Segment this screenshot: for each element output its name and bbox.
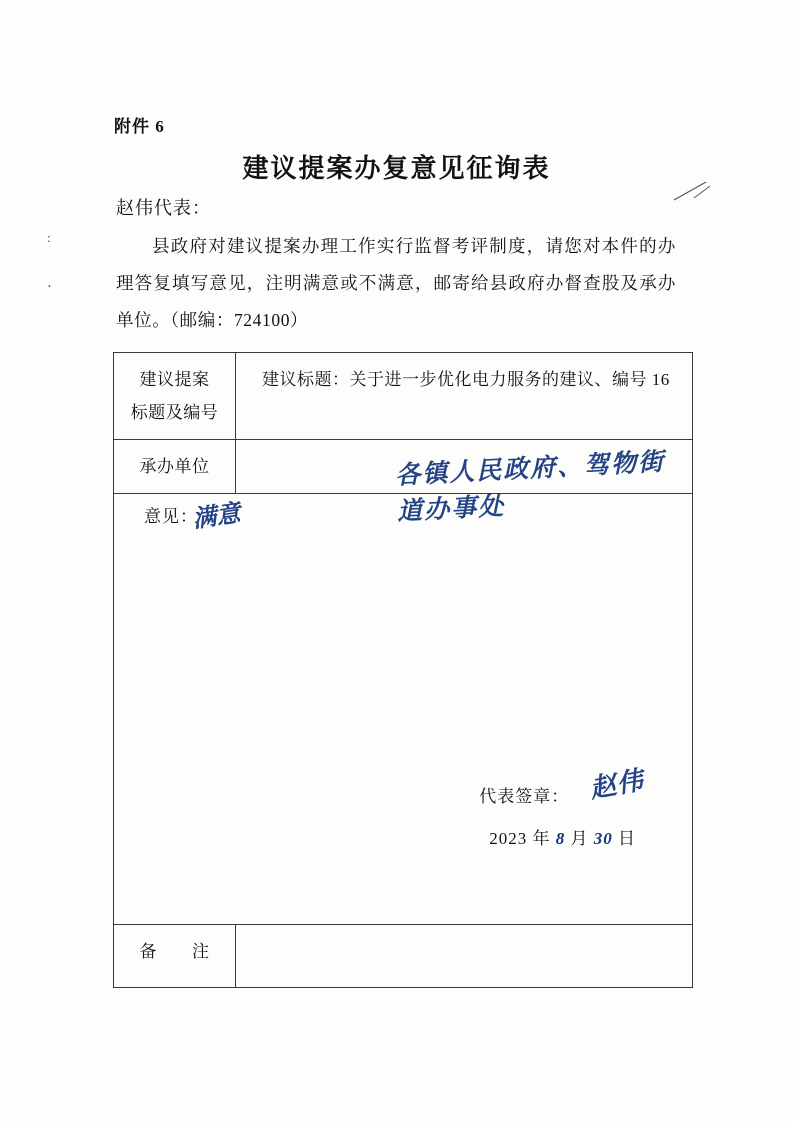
handwriting-unit: 各镇人民政府、驾物街道办事处 <box>394 448 666 526</box>
value-unit <box>236 440 693 526</box>
date-month: 8 <box>555 829 566 848</box>
label-unit: 承办单位 <box>114 440 236 494</box>
date-year: 2023 <box>489 829 528 848</box>
label-title-number-line2: 标题及编号 <box>130 403 219 422</box>
attachment-label: 附件 6 <box>114 117 165 136</box>
table-row-remark <box>114 925 693 988</box>
signature-label: 代表签章： <box>479 787 570 806</box>
value-remark <box>236 925 693 988</box>
table-row-title-number <box>114 353 693 440</box>
table-row-unit <box>114 440 693 494</box>
label-opinion: 意见： <box>144 507 198 526</box>
date-day: 30 <box>593 829 613 848</box>
date-day-unit: 日 <box>618 829 636 848</box>
page-title: 建议提案办复意见征询表 <box>242 154 551 183</box>
signature-block <box>479 765 647 860</box>
date-month-unit: 月 <box>570 829 589 848</box>
proposal-title-text: 建议标题：关于进一步优化电力服务的建议、编号 16 <box>262 370 670 389</box>
addressee: 赵伟代表： <box>116 198 211 218</box>
label-remark: 备 注 <box>114 925 236 988</box>
scan-artifact-dots: : <box>47 230 51 245</box>
opinion-cell <box>114 494 693 925</box>
form-table <box>113 352 693 988</box>
date-year-unit: 年 <box>532 829 551 848</box>
table-row-opinion <box>114 494 693 925</box>
body-paragraph: 县政府对建议提案办理工作实行监督考评制度，请您对本件的办理答复填写意见，注明满意或不满意，邮寄给县政府办督查股及承办单位。（邮编：724100） <box>116 236 676 330</box>
scan-artifact-dot: · <box>47 279 52 295</box>
handwriting-signature: 赵伟 <box>587 765 647 804</box>
label-title-number <box>114 353 236 440</box>
signature-date <box>479 818 636 860</box>
remark-text <box>236 925 692 945</box>
value-title-number <box>236 353 693 440</box>
handwriting-opinion: 满意 <box>190 500 243 534</box>
label-title-number-line1: 建议提案 <box>139 370 210 389</box>
scan-artifact-stroke <box>672 180 712 202</box>
signature-line <box>479 765 647 818</box>
